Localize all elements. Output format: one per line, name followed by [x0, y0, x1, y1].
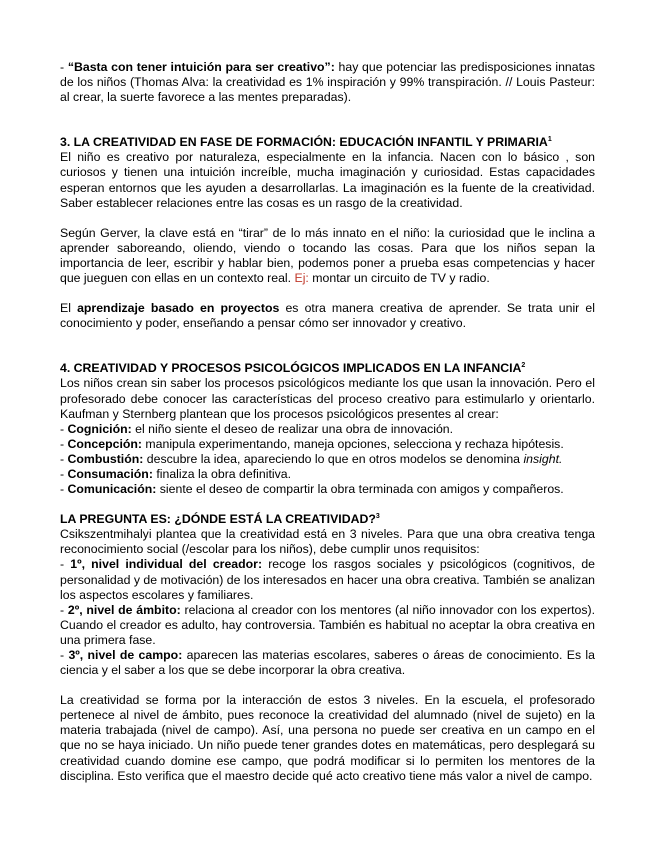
intro-quote: “Basta con tener intuición para ser creativo”:: [67, 60, 335, 74]
footnote-ref-2: 2: [521, 362, 526, 370]
list-item: - Cognición: el niño siente el deseo de realizar una obra de innovación.: [60, 421, 454, 436]
project-learning-term: aprendizaje basado en proyectos: [77, 301, 280, 316]
list-item: - Consumación: finaliza la obra definitiva.: [60, 466, 291, 481]
section-5-paragraph-2: La creatividad se forma por la interacción de estos 3 niveles. En la escuela, el profesorado pertenece al nivel de ámbito, pues reconoce la creatividad del alumnado (nivel de sujeto) en la materia trabajada (nivel de campo). Así, una persona no puede ser creativa en un campo en el que no se haya iniciado. Un niño puede tener grandes dotes en matemáticas, pero desplegará su creatividad cuando domine ese campo, que podrá modificar si lo permiten los mentores de la disciplina. Esto verifica que el maestro decide qué acto creativo tiene más valor a nivel de campo.: [60, 693, 595, 783]
levels-list: [60, 557, 595, 678]
section-3-paragraph-1: El niño es creativo por naturaleza, especialmente en la infancia. Nacen con lo básico , son curiosos y tienen una intuición increíble, mucha imaginación y curiosidad. Estas capacidades esperan entornos que les ayuden a desarrollarlas. La imaginación es la fuente de la creatividad. Saber establecer relaciones entre las cosas es un rasgo de la creatividad.: [60, 150, 595, 210]
list-item: - 1º, nivel individual del creador: recoge los rasgos sociales y psicológicos (cognitivos, de personalidad y de motivación) de los interesados en hacer una obra creativa. También se analizan los aspectos escolares y familiares.: [60, 557, 596, 602]
example-label: Ej:: [294, 271, 309, 286]
section-5-heading: LA PREGUNTA ES: ¿DÓNDE ESTÁ LA CREATIVIDAD?$^3$: [60, 512, 380, 527]
list-item: - 3º, nivel de campo: aparecen las materias escolares, saberes o áreas de conocimiento. Es la ciencia y el saber a los que se debe incorporar la obra creativa.: [60, 648, 595, 678]
section-4-paragraph-1: Los niños crean sin saber los procesos psicológicos mediante los que usan la innovación. Pero el profesorado debe conocer las características del proceso creativo para estimularlo y orientarlo. Kaufman y Sternberg plantean que los procesos psicológicos presentes al crear:: [60, 376, 595, 421]
list-item: - 2º, nivel de ámbito: relaciona al creador con los mentores (al niño innovador con los expertos). Cuando el creador es adulto, hay controversia. También es habitual no aceptar la obra creativa en una primera fase.: [60, 602, 596, 647]
section-3-paragraph-3: El aprendizaje basado en proyectos es otra manera creativa de aprender. Se trata unir el conocimiento y poder, enseñando a pensar cómo ser innovador y creativo.: [60, 301, 595, 331]
process-list: [60, 422, 595, 497]
footnote-ref-1: 1: [547, 136, 552, 144]
list-item: - Concepción: manipula experimentando, maneja opciones, selecciona y rechaza hipótesis.: [60, 436, 564, 451]
section-5-paragraph-1: Csikszentmihalyi plantea que la creatividad está en 3 niveles. Para que una obra creativa tenga reconocimiento social (/escolar para los niños), debe cumplir unos requisitos:: [60, 527, 595, 557]
list-item: - Comunicación: siente el deseo de compartir la obra terminada con amigos y compañeros.: [60, 482, 564, 497]
section-3-heading: 3. LA CREATIVIDAD EN FASE DE FORMACIÓN: EDUCACIÓN INFANTIL Y PRIMARIA$^1$: [60, 135, 552, 150]
list-item: - Combustión: descubre la idea, apareciendo lo que en otros modelos se denomina insight.: [60, 451, 563, 466]
intro-text: hay que potenciar las predisposiciones innatas de los niños (Thomas Alva: la creatividad es 1% inspiración y 99% transpiración. // Louis Pasteur: al crear, la suerte favorece a las mentes preparadas).: [60, 60, 596, 105]
section-3-paragraph-2: Según Gerver, la clave está en “tirar” de lo más innato en el niño: la curiosidad que le inclina a aprender saboreando, oliendo, viendo o tocando las cosas. Para que los niños sepan la importancia de leer, escribir y hablar bien, podemos poner a prueba esas competencias y hacer que jueguen con ellas en un contexto real. Ej: montar un circuito de TV y radio.: [60, 225, 595, 286]
footnote-ref-3: 3: [375, 513, 380, 521]
list-dash: -: [60, 60, 68, 74]
document-page: [60, 60, 595, 784]
section-4-heading: 4. CREATIVIDAD Y PROCESOS PSICOLÓGICOS IMPLICADOS EN LA INFANCIA$^2$: [60, 361, 526, 376]
intro-paragraph: [60, 60, 595, 105]
